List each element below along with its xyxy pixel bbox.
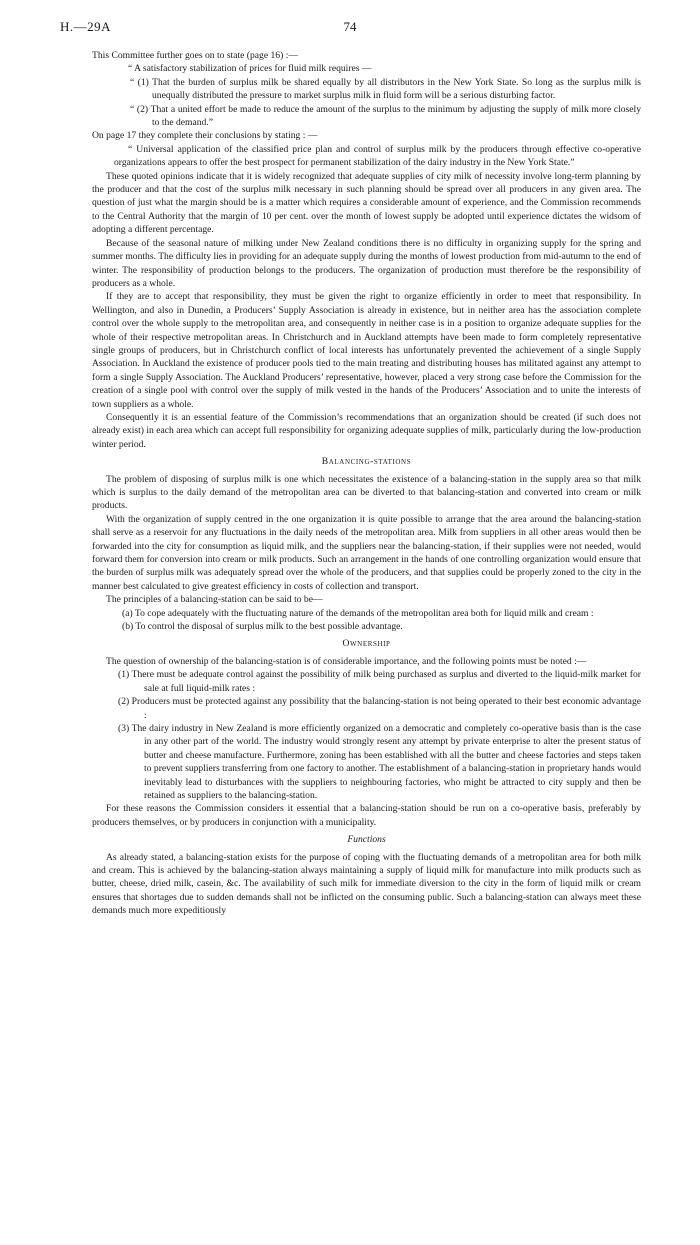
paragraph: These quoted opinions indicate that it is widely recognized that adequate supplies of city milk of necessity involve long-term planning by the producer and that the cost of the surplus milk necessary in such planning should be spread over all producers in any given area. The question of just what the margin should be is a matter which requires a considerable amount of experience, and the Commission recommends to the Central Authority that the margin of 10 per cent. over the month of lowest supply be adopted until experience dictates the widsom of adopting a different percentage. xyxy=(92,170,641,236)
paragraph: Consequently it is an essential feature of the Commission’s recommendations that an organization should be created (if such does not already exist) in each area which can accept full responsibility for organizing adequate supplies of milk, particularly during the low-production winter period. xyxy=(92,411,641,450)
document-body xyxy=(92,49,641,918)
paragraph: Because of the seasonal nature of milking under New Zealand conditions there is no difficulty in organizing supply for the spring and summer months. The difficulty lies in providing for an adequate supply during the months of lowest production from mid-autumn to the end of winter. The responsibility of production belongs to the producers. The organization of production must therefore be the responsibility of producers as a whole. xyxy=(92,237,641,289)
quote-item-1: “ (1) That the burden of surplus milk be shared equally by all distributors in the New York State. So long as the surplus milk is unequally distributed the pressure to market surplus milk in fluid form will be a serious disturbing factor. xyxy=(130,76,641,102)
document-reference: H.—29A xyxy=(60,19,112,34)
section-heading: Ownership xyxy=(342,638,391,650)
paragraph: This Committee further goes on to state (page 16) :— xyxy=(92,50,298,61)
page-header xyxy=(60,20,640,38)
quote-intro: “ A satisfactory stabilization of prices for fluid milk requires — xyxy=(128,63,372,75)
paragraph: The problem of disposing of surplus milk is one which necessitates the existence of a balancing-station in the supply area so that milk which is surplus to the daily demand of the metropolitan area can be diverted to that balancing-station and converted into cream or milk products. xyxy=(92,473,641,512)
list-item-1: (1) There must be adequate control against the possibility of milk being purchased as surplus and diverted to the liquid-milk market for sale at full liquid-milk rates : xyxy=(118,669,641,694)
page-number: 74 xyxy=(343,19,357,34)
paragraph: If they are to accept that responsibility, they must be given the right to organize efficiently in order to meet that responsibility. In Wellington, and also in Dunedin, a Producers’ Supply Association is already in existence, but in neither area has the association complete control over the whole supply to the metropolitan area, and consequently in neither case is in a position to organize adequate supplies for the whole of their respective metropolitan areas. In Christchurch and in Auckland attempts have been made to form completely representative single groups of producers, but in Christchurch conflict of local interests has unfortunately prevented the achievement of a single Supply Association. In Auckland the existence of producer pools tied to the main treating and distributing houses has militated against any attempt to form a single Supply Association. The Auckland Producers’ representative, however, placed a very strong case before the Commission for the creation of a single pool with control over the supply of milk vested in the hands of the Producers’ Association and to unite the interests of town suppliers as a whole. xyxy=(92,291,641,410)
quote-item-2: “ (2) That a united effort be made to reduce the amount of the surplus to the minimum by adjusting the supply of milk more closely to the demand.” xyxy=(130,103,641,129)
list-item-3: (3) The dairy industry in New Zealand is more efficiently organized on a democratic and completely co-operative basis than is the case in any other part of the world. The industry would strongly resent any attempt by private enterprise to alter the present status of butter and cheese manufacture. Furthermore, zoning has been established with all the butter and cheese factories and steps taken to prevent suppliers transferring from one factory to another. The establishment of a balancing-station in proprietary hands would inevitably lead to disturbances with the suppliers to neighbouring factories, who might be attracted to city supply and then be retained as suppliers to the balancing-station. xyxy=(118,722,641,801)
block-quote: “ Universal application of the classified price plan and control of surplus milk by the producers through effective co-operative organizations appears to offer the best prospect for permanent stabilization of the dairy industry in the New York State.” xyxy=(114,143,641,169)
list-item-a: (a) To cope adequately with the fluctuating nature of the demands of the metropolitan area both for liquid milk and cream : xyxy=(122,607,594,619)
paragraph: On page 17 they complete their conclusions by stating : — xyxy=(92,130,318,142)
paragraph: With the organization of supply centred in the one organization it is quite possible to arrange that the area around the balancing-station shall serve as a reservoir for any fluctuations in the daily needs of the metropolitan area. Milk from suppliers in all other areas would then be forwarded into the city for consumption as liquid milk, and the suppliers near the balancing-station, if their supplies were not needed, would forward them for conversion into cream or milk products. Such an arrangement in the hands of one controlling organization would ensure that the burden of surplus milk was adequately spread over the whole of the producers, and that supplies could be properly zoned to the city in the manner best calculated to give greatest efficiency in costs of collection and transport. xyxy=(92,513,641,592)
paragraph: The question of ownership of the balancing-station is of considerable importance, and the following points must be noted :— xyxy=(106,655,587,667)
paragraph: For these reasons the Commission considers it essential that a balancing-station should be run on a co-operative basis, preferably by producers themselves, or by producers in conjunction with a municipality. xyxy=(92,803,641,828)
list-item-b: (b) To control the disposal of surplus milk to the best possible advantage. xyxy=(122,621,403,633)
section-heading: Balancing-stations xyxy=(321,456,412,468)
sub-heading: Functions xyxy=(347,834,386,846)
paragraph: As already stated, a balancing-station exists for the purpose of coping with the fluctuating demands of a metropolitan area for both milk and cream. This is achieved by the balancing-station always maintaining a supply of liquid milk for manufacture into milk products such as butter, cheese, dried milk, casein, &c. The availability of such milk for immediate diversion to the city in the form of liquid milk or cream ensures that shortages due to sudden demands shall not be inflicted on the consuming public. Such a balancing-station can always meet these demands much more expeditiously xyxy=(92,851,641,917)
paragraph: The principles of a balancing-station can be said to be— xyxy=(106,594,323,606)
list-item-2: (2) Producers must be protected against any possibility that the balancing-station is not being operated to their best economic advantage : xyxy=(118,696,641,721)
